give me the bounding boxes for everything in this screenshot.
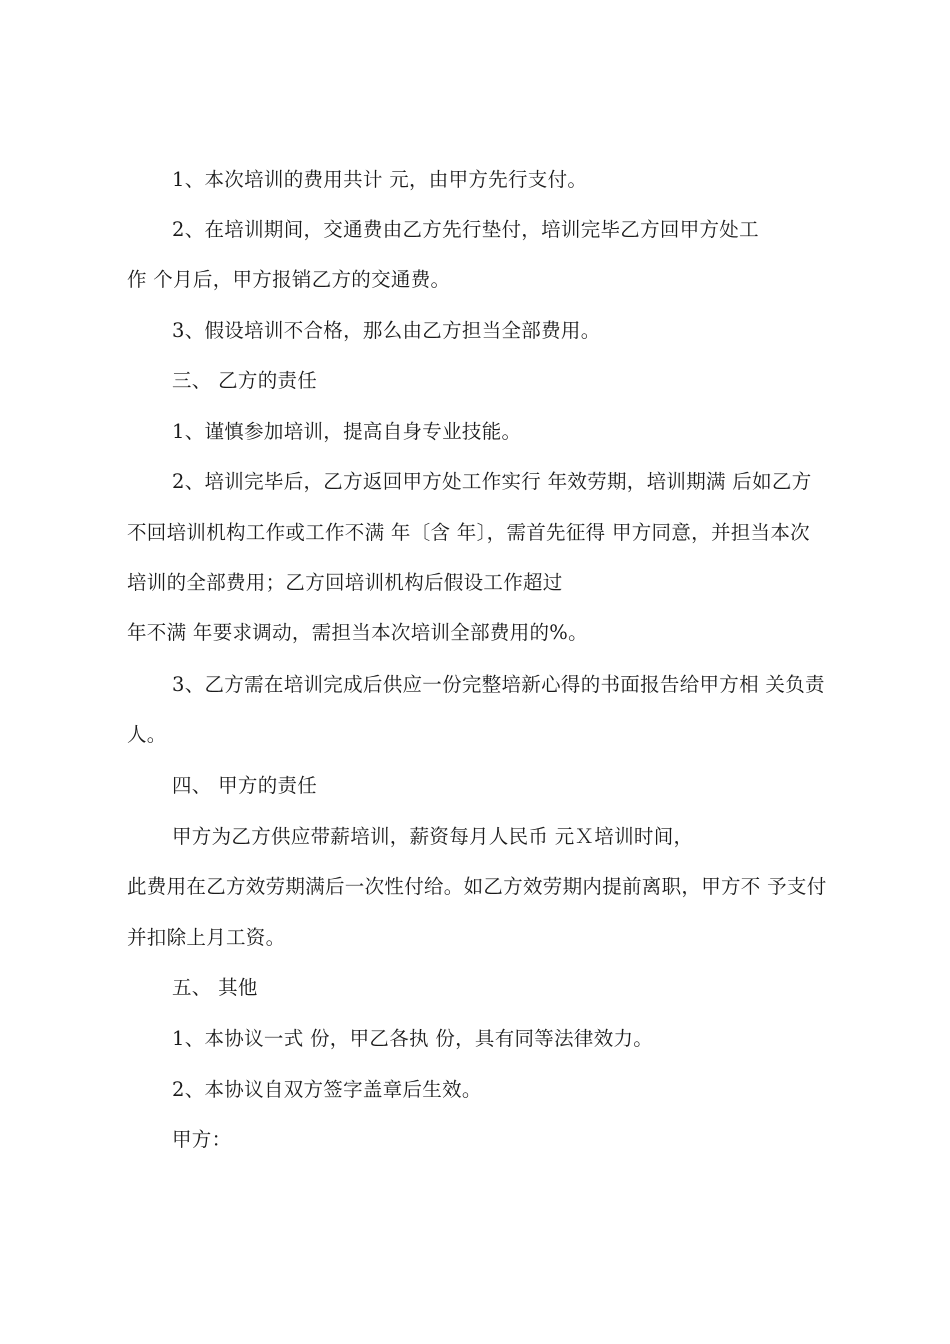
section-heading: 五、 其他 [172, 976, 258, 999]
paragraph-line: 2、在培训期间，交通费由乙方先行垫付，培训完毕乙方回甲方处工 [172, 218, 759, 241]
paragraph-line: 并扣除上月工资。 [127, 926, 286, 949]
paragraph-line: 1、本次培训的费用共计 元，由甲方先行支付。 [172, 168, 588, 191]
paragraph-line: 甲方为乙方供应带薪培训，薪资每月人民币 元Ｘ培训时间， [172, 825, 694, 848]
paragraph-line: 年不满 年要求调动，需担当本次培训全部费用的%。 [127, 621, 588, 644]
paragraph-line: 人。 [127, 723, 167, 746]
paragraph-line: 培训的全部费用；乙方回培训机构后假设工作超过 [127, 571, 563, 594]
paragraph-line: 2、本协议自双方签字盖章后生效。 [172, 1078, 482, 1101]
signature-label: 甲方： [172, 1128, 232, 1151]
paragraph-line: 3、假设培训不合格，那么由乙方担当全部费用。 [172, 319, 601, 342]
section-heading: 四、 甲方的责任 [172, 774, 318, 797]
paragraph-line: 3、乙方需在培训完成后供应一份完整培新心得的书面报告给甲方相 关负责 [172, 673, 825, 696]
paragraph-line: 2、培训完毕后，乙方返回甲方处工作实行 年效劳期，培训期满 后如乙方 [172, 470, 812, 493]
paragraph-line: 作 个月后，甲方报销乙方的交通费。 [127, 268, 451, 291]
section-heading: 三、 乙方的责任 [172, 369, 318, 392]
paragraph-line: 1、本协议一式 份，甲乙各执 份，具有同等法律效力。 [172, 1027, 654, 1050]
paragraph-line: 不回培训机构工作或工作不满 年〔含 年〕，需首先征得 甲方同意，并担当本次 [127, 521, 810, 544]
paragraph-line: 此费用在乙方效劳期满后一次性付给。如乙方效劳期内提前离职，甲方不 予支付 [127, 875, 827, 898]
paragraph-line: 1、谨慎参加培训，提高自身专业技能。 [172, 420, 522, 443]
